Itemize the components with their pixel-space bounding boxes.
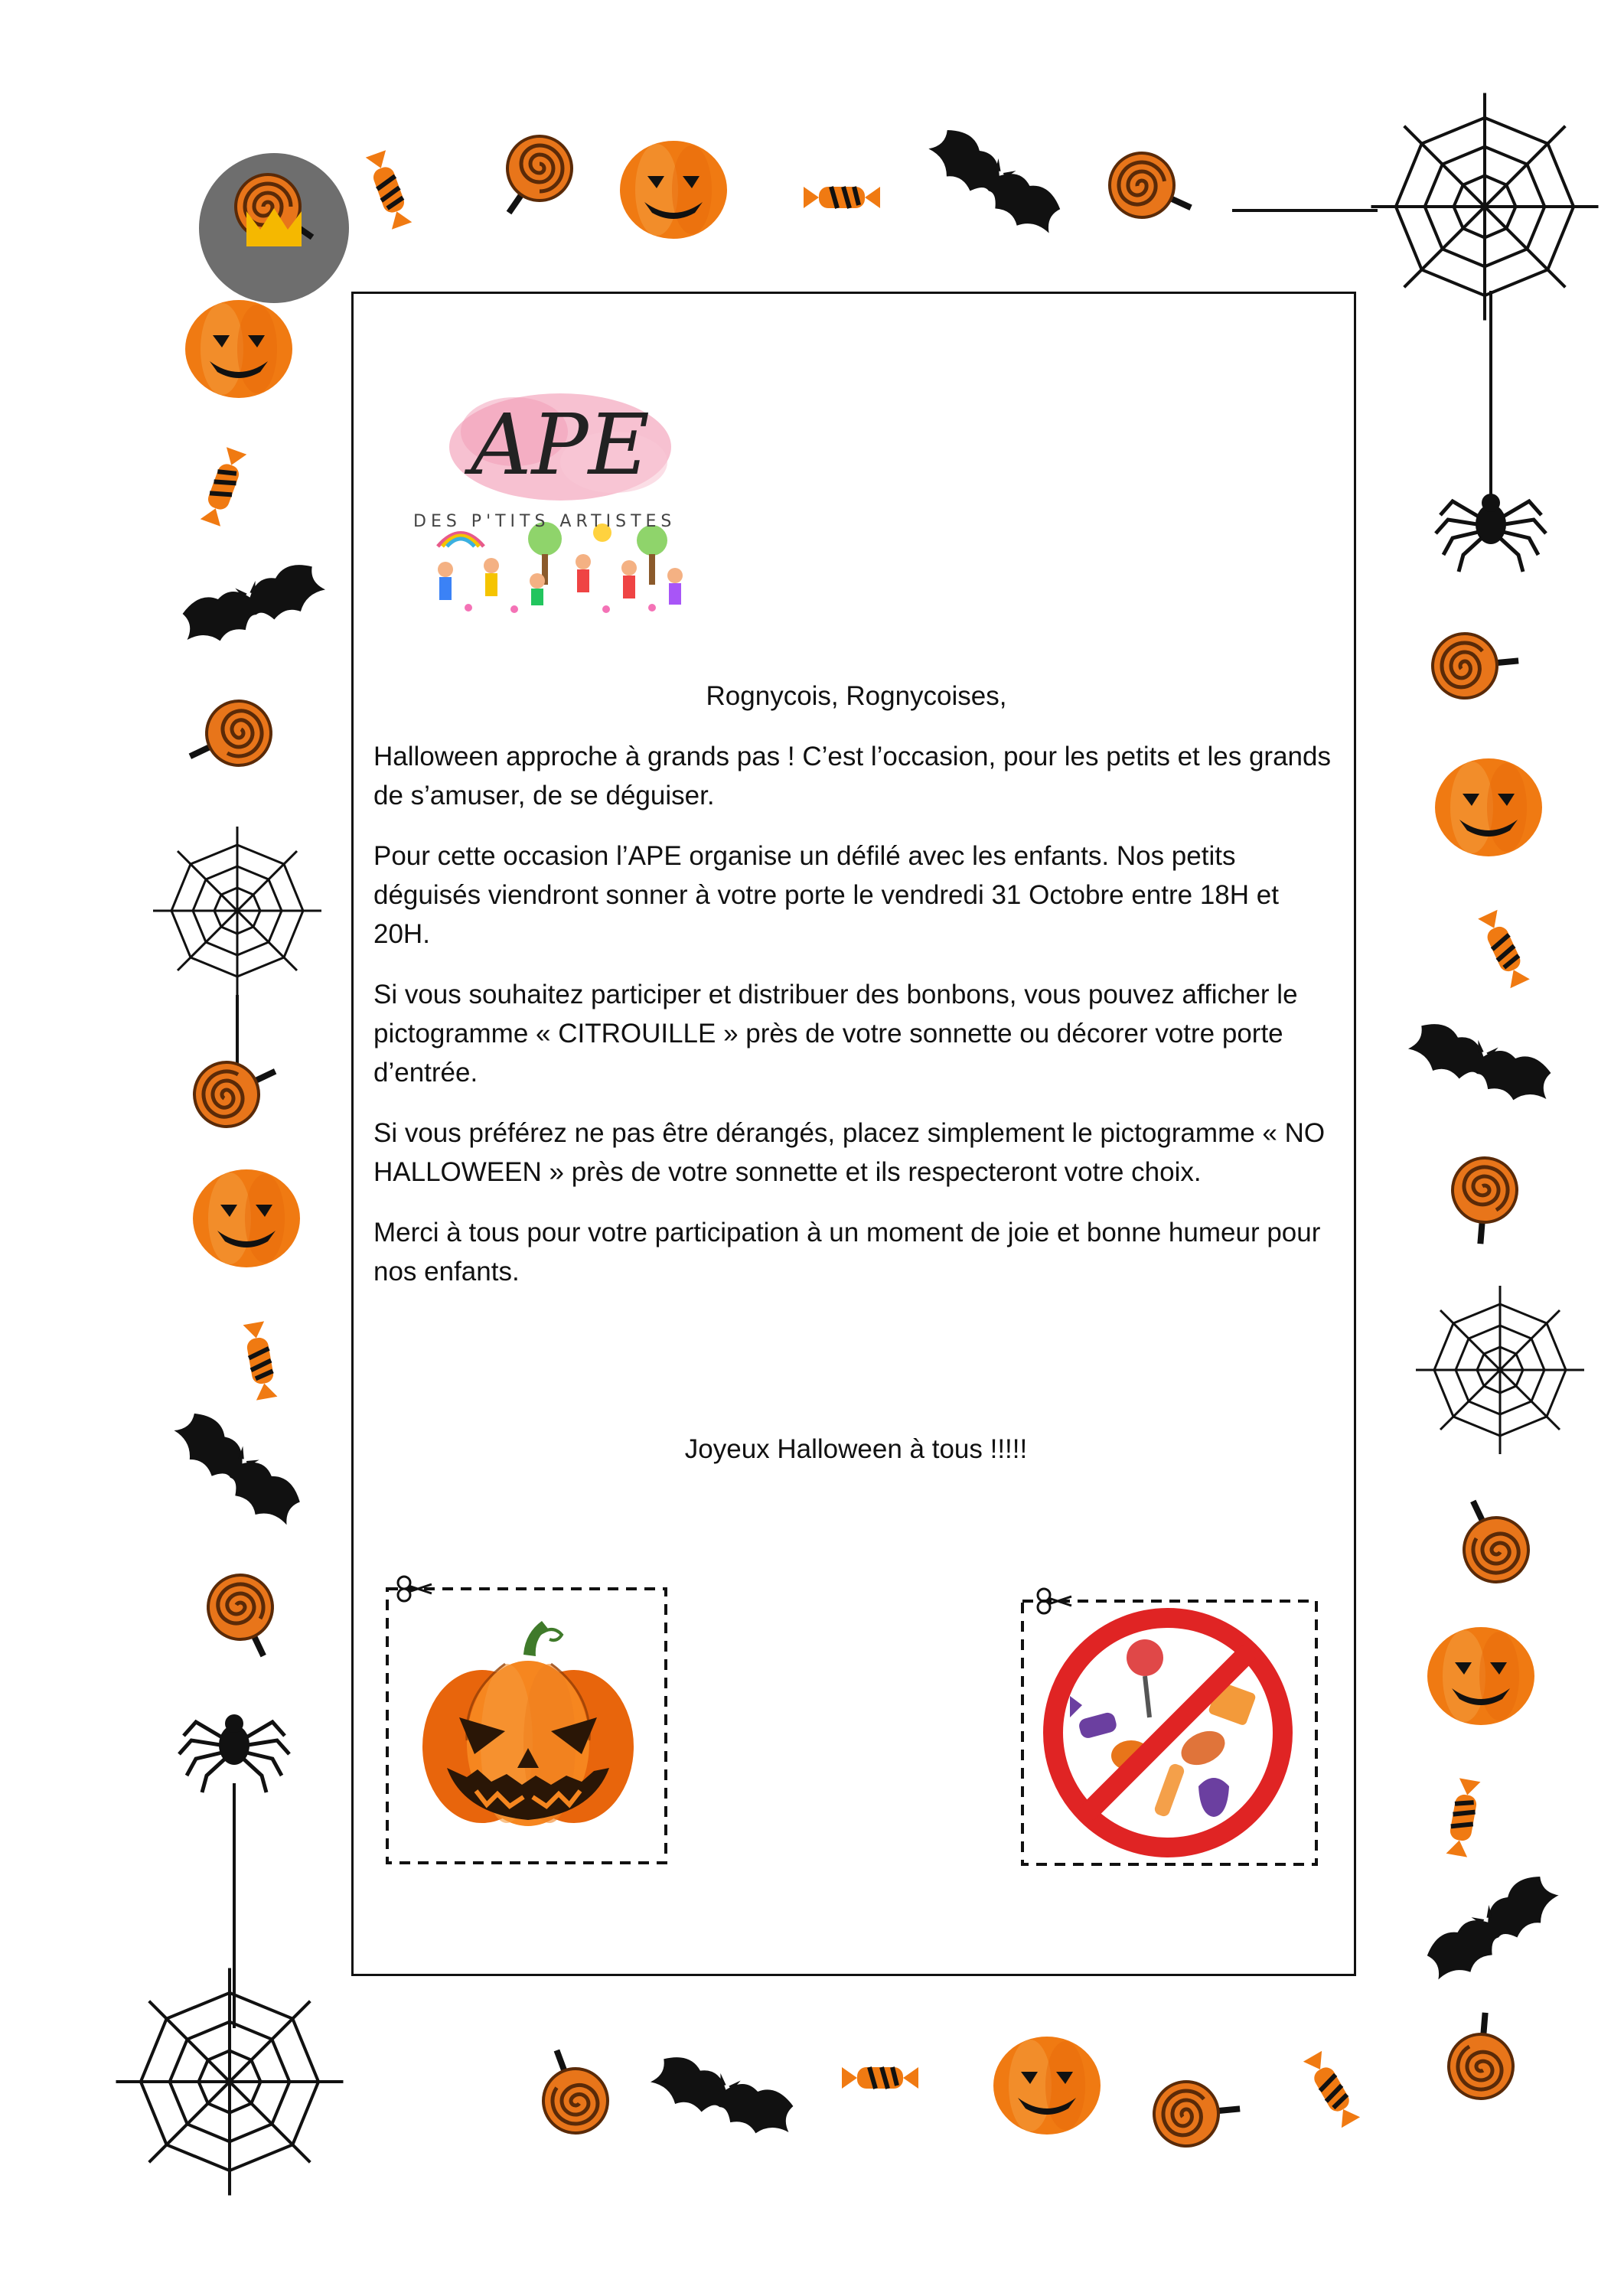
letter-page <box>351 292 1356 1976</box>
logo-graphic <box>407 347 713 638</box>
logo-title: APE <box>471 396 650 494</box>
closing-line: Joyeux Halloween à tous !!!!! <box>684 1434 1028 1464</box>
paragraph-3: Si vous souhaitez participer et distribuer des bonbons, vous pouvez afficher le pictogramme « CITROUILLE » près de votre sonnette ou décorer votre porte d’entrée. <box>373 980 1298 1088</box>
letter-body <box>373 677 1339 1313</box>
no-halloween-coupon <box>1016 1580 1322 1870</box>
ape-logo <box>407 347 713 638</box>
paragraph-4: Si vous préférez ne pas être dérangés, placez simplement le pictogramme « NO HALLOWEEN » près de votre sonnette et ils respecteront votre choix. <box>373 1118 1326 1187</box>
paragraph-1: Halloween approche à grands pas ! C’est l’occasion, pour les petits et les grands de s’amuser, de se déguiser. <box>373 742 1331 810</box>
greeting: Rognycois, Rognycoises, <box>706 681 1007 711</box>
no-candy-icon <box>1053 1618 1283 1848</box>
citrouille-coupon <box>381 1572 672 1870</box>
paragraph-2: Pour cette occasion l’APE organise un défilé avec les enfants. Nos petits déguisés viendront sonner à votre porte le vendredi 31 Octobre entre 18H et 20H. <box>373 841 1279 949</box>
logo-subtitle: DES P'TITS ARTISTES <box>413 512 677 531</box>
paragraph-5: Merci à tous pour votre participation à un moment de joie et bonne humeur pour nos enfants. <box>373 1218 1321 1287</box>
jack-o-lantern-icon <box>422 1621 634 1826</box>
